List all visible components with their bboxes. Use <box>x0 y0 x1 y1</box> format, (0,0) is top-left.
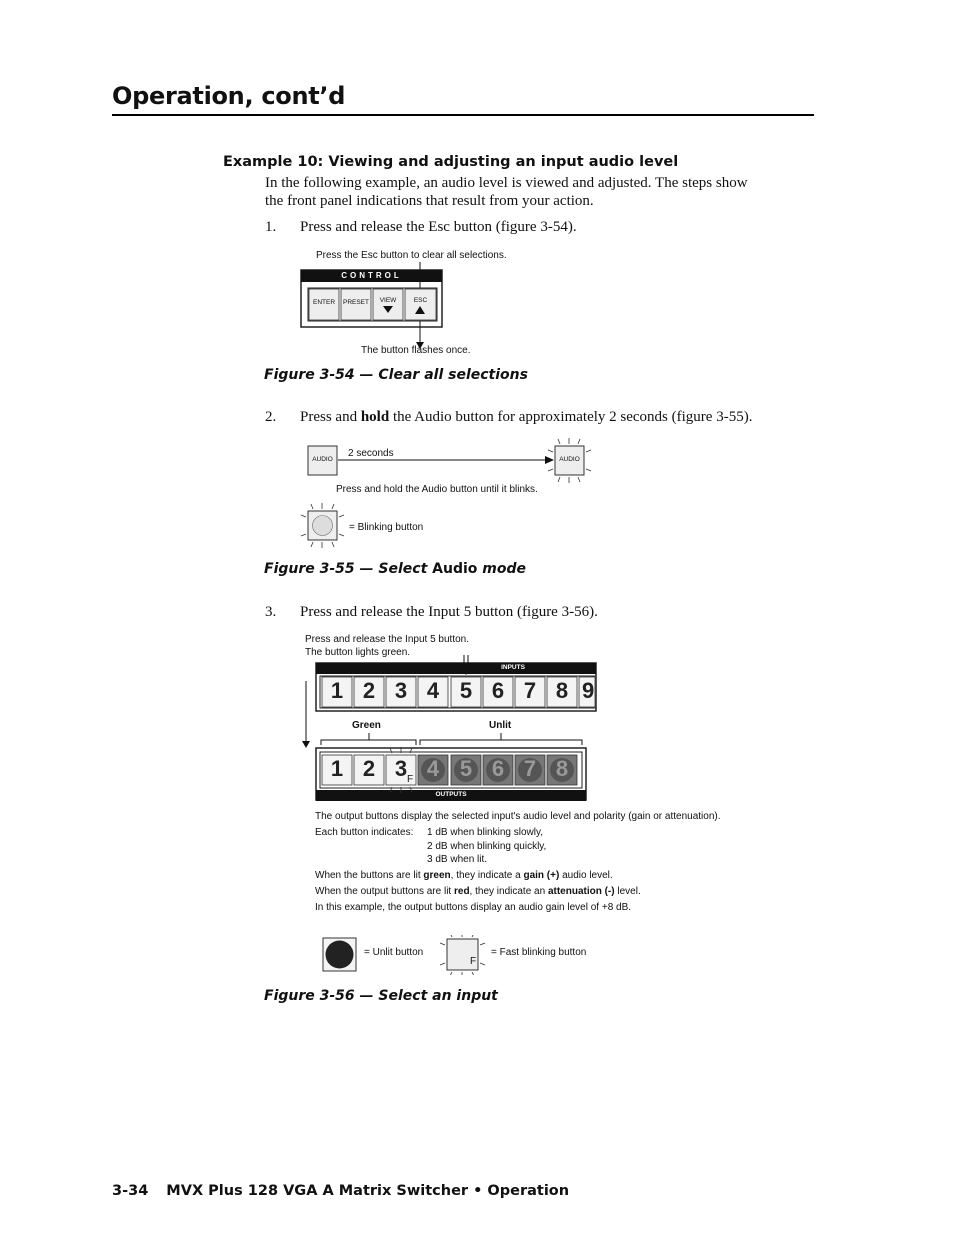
fig55-caption <box>264 561 526 577</box>
green-post: audio level. <box>559 870 613 881</box>
step-3-number: 3 <box>265 604 273 620</box>
desc-line-1: The output buttons display the selected input's audio level and polarity (gain or attenuation). <box>315 811 721 822</box>
fig55-legend: = Blinking button <box>349 522 424 533</box>
step-1: 1. Press and release the Esc button (figure 3-54). <box>265 219 577 235</box>
desc-example: In this example, the output buttons display an audio gain level of +8 dB. <box>315 902 632 913</box>
input-9-label: 9 <box>582 678 595 703</box>
output-7-label: 7 <box>523 756 537 781</box>
fig56-note-line-1: Press and release the Input 5 button. <box>305 634 469 645</box>
green-bold-2: gain (+) <box>523 870 560 881</box>
step-3-text: Press and release the Input 5 button (figure 3-56). <box>300 604 598 620</box>
output-5-label: 5 <box>459 756 473 781</box>
fig54-caption: Figure 3-54 — Clear all selections <box>264 367 528 383</box>
input-1-label: 1 <box>330 678 344 703</box>
outputs-label: OUTPUTS <box>435 791 467 798</box>
step-2: 2. Press and hold the Audio button for approximately 2 seconds (figure 3-55). <box>265 409 753 425</box>
header-rule <box>112 114 814 116</box>
output-3-label: 3 <box>394 756 408 781</box>
fig55-caption-pre: Figure 3-55 — Select <box>264 561 433 577</box>
step-2-post: the Audio button for approximately 2 seconds (figure 3-55). <box>389 409 753 425</box>
page-header-title: Operation, cont’d <box>112 82 346 110</box>
output-3-fast-marker: F <box>407 774 414 785</box>
step-1-number: 1 <box>265 219 273 235</box>
fig55-caption-plain: Audio <box>432 561 478 577</box>
red-mid: , they indicate an <box>469 886 548 897</box>
section-title: Example 10: Viewing and adjusting an input audio level <box>223 154 679 170</box>
fig55-seconds: 2 seconds <box>348 448 394 459</box>
desc-each: Each button indicates: <box>315 827 414 838</box>
fig56-caption: Figure 3-56 — Select an input <box>264 988 498 1004</box>
legend-fast-marker: F <box>470 956 477 967</box>
esc-button-label: ESC <box>413 297 428 304</box>
fig55-diagram <box>300 436 600 556</box>
input-8-label: 8 <box>555 678 569 703</box>
red-bold-1: red <box>453 886 470 897</box>
fig55-note: Press and hold the Audio button until it blinks. <box>336 484 538 495</box>
red-pre: When the output buttons are lit <box>315 886 454 897</box>
audio-button-label: AUDIO <box>312 456 333 463</box>
desc-green-row <box>315 869 721 885</box>
output-8-label: 8 <box>555 756 569 781</box>
input-5-label: 5 <box>459 678 473 703</box>
green-pre: When the buttons are lit <box>315 870 424 881</box>
step-2-text <box>300 408 752 426</box>
output-4-label: 4 <box>426 756 440 781</box>
output-1-label: 1 <box>330 756 344 781</box>
page-number: 3-34 <box>112 1183 149 1199</box>
desc-bullet-2: 2 dB when blinking quickly, <box>427 840 547 852</box>
fig54-bottom-note: The button flashes once. <box>361 345 471 356</box>
desc-each-row <box>315 826 721 840</box>
output-6-label: 6 <box>491 756 505 781</box>
unlit-label: Unlit <box>489 720 512 731</box>
green-mid: , they indicate a <box>450 870 524 881</box>
green-bold-1: green <box>423 870 451 881</box>
view-button-label: VIEW <box>379 297 397 304</box>
desc-bullet-1: 1 dB when blinking slowly, <box>427 827 543 838</box>
fig56-note-line-2: The button lights green. <box>305 647 411 658</box>
intro-paragraph <box>265 174 748 210</box>
step-3: 3. Press and release the Input 5 button (figure 3-56). <box>265 604 598 620</box>
step-2-bold: hold <box>360 409 390 425</box>
fig54-top-note: Press the Esc button to clear all selections. <box>316 250 507 261</box>
output-2-label: 2 <box>362 756 376 781</box>
input-6-label: 6 <box>491 678 505 703</box>
enter-button-label: ENTER <box>312 299 336 306</box>
red-bold-2: attenuation (-) <box>547 886 615 897</box>
intro-line-2: the front panel indications that result from your action. <box>265 193 594 209</box>
red-post: level. <box>614 886 641 897</box>
footer-text: MVX Plus 128 VGA A Matrix Switcher • Operation <box>166 1183 570 1199</box>
desc-red-row <box>315 885 721 901</box>
legend-unlit: = Unlit button <box>364 947 424 958</box>
audio-button-blinking-label: AUDIO <box>559 456 580 463</box>
step-1-text: Press and release the Esc button (figure 3-54). <box>300 219 577 235</box>
green-label: Green <box>352 720 381 731</box>
page-footer <box>112 1183 569 1199</box>
intro-line-1: In the following example, an audio level is viewed and adjusted. The steps show <box>265 175 748 191</box>
fig54-panel-label: CONTROL <box>341 271 402 280</box>
preset-button-label: PRESET <box>342 299 369 306</box>
step-2-number: 2 <box>265 409 273 425</box>
desc-bullet-3: 3 dB when lit. <box>427 854 488 865</box>
input-7-label: 7 <box>523 678 537 703</box>
input-2-label: 2 <box>362 678 376 703</box>
fig55-caption-post: mode <box>477 561 527 577</box>
input-3-label: 3 <box>394 678 408 703</box>
step-2-pre: Press and <box>300 409 361 425</box>
inputs-label: INPUTS <box>501 664 525 671</box>
legend-fast: = Fast blinking button <box>491 947 587 958</box>
fig56-description <box>315 810 721 915</box>
input-4-label: 4 <box>426 678 440 703</box>
